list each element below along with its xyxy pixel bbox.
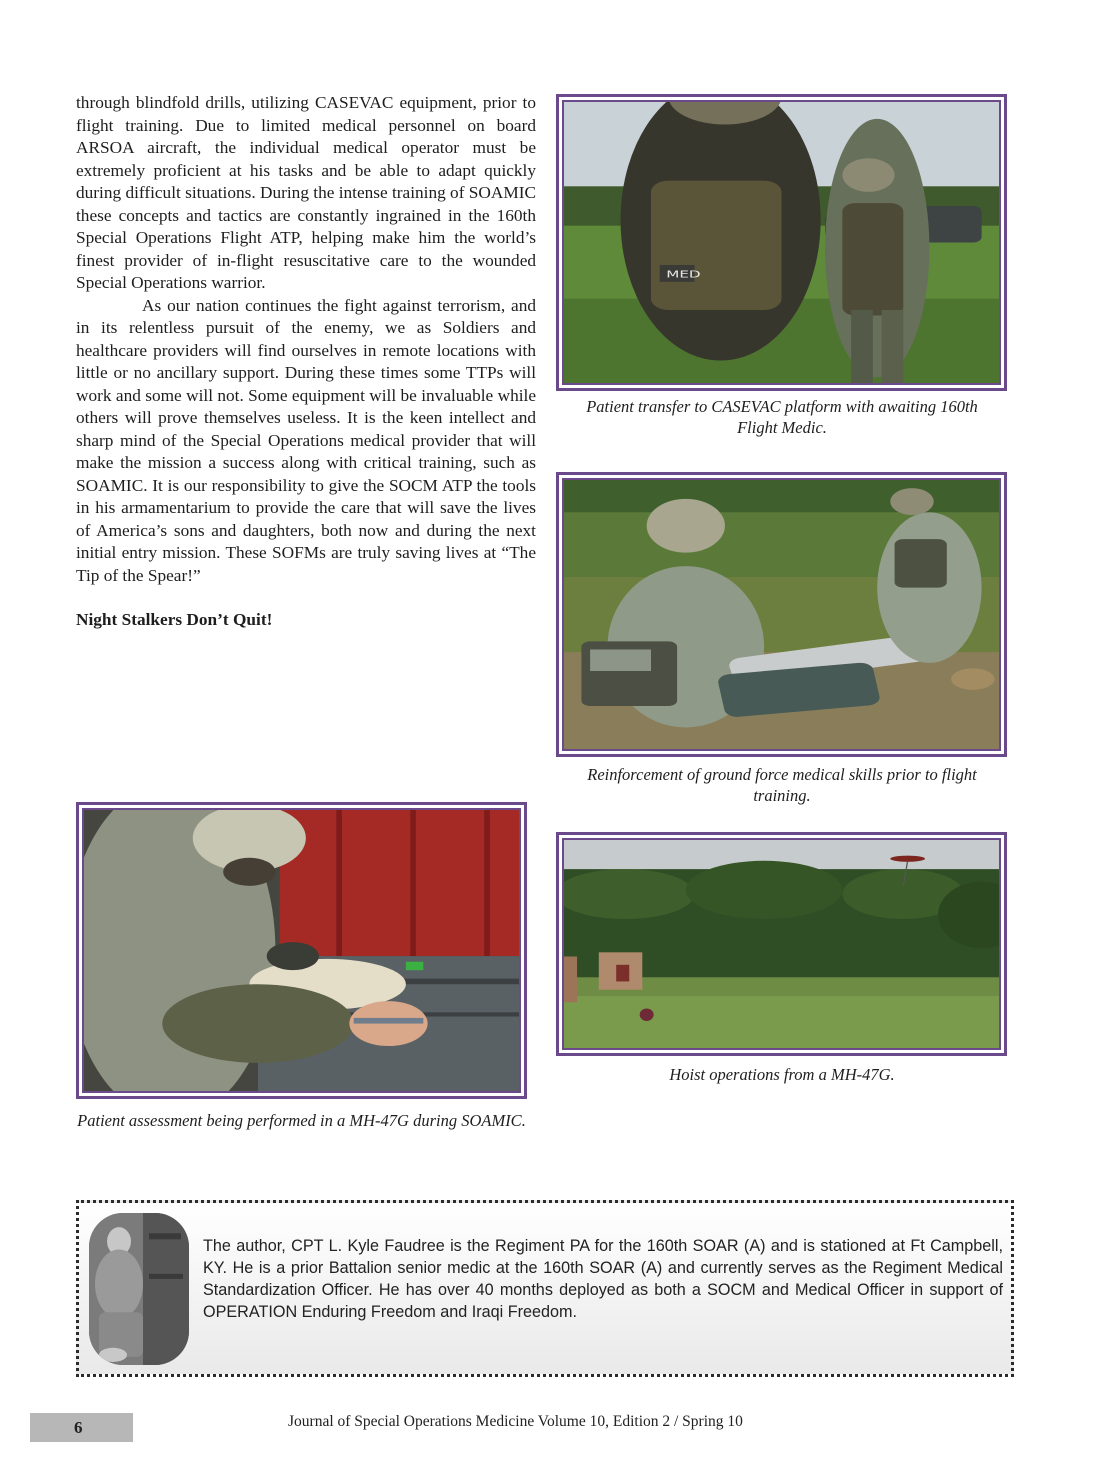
casevac-photo-image	[564, 102, 999, 383]
journal-footer: Journal of Special Operations Medicine Volume 10, Edition 2 / Spring 10	[288, 1413, 743, 1430]
photo-caption: Patient assessment being performed in a MH-47G during SOAMIC.	[77, 1111, 526, 1130]
page-number: 6	[74, 1418, 83, 1437]
photo-caption: Reinforcement of ground force medical skills prior to flight training.	[587, 765, 977, 805]
article-closing-line: Night Stalkers Don’t Quit!	[76, 610, 273, 629]
author-portrait-image	[89, 1213, 189, 1365]
assessment-photo-image	[84, 810, 519, 1091]
article-paragraph: As our nation continues the fight against terrorism, and in its relentless pursuit of the enemy, we as Soldiers and healthcare providers will find ourselves in remote locations with little or no ancillary support. During these times some TTPs will work and some will not. Some equipment will be invaluable while others will prove themselves useless. It is the keen intellect and sharp mind of the Special Operations medical provider that will make the mission a success along with critical training, such as SOAMIC. It is our responsibility to give the SOCM ATP the tools in his armamentarium to provide the care that will save the lives of America’s sons and daughters, both now and during the next initial entry mission. These SOFMs are truly saving lives at “The Tip of the Spear!”	[76, 295, 536, 585]
photo-casevac-transfer	[556, 94, 1007, 391]
article-body	[76, 92, 536, 632]
photo-hoist-operations	[556, 832, 1007, 1056]
photo-caption: Patient transfer to CASEVAC platform with awaiting 160th Flight Medic.	[586, 397, 978, 437]
author-portrait	[89, 1213, 189, 1365]
photo-caption: Hoist operations from a MH-47G.	[669, 1065, 895, 1084]
article-paragraph: through blindfold drills, utilizing CASEVAC equipment, prior to flight training. Due to limited medical personnel on board ARSOA aircraft, the individual medical operator must be extremely proficient at his tasks and be able to adapt quickly during difficult situations. During the intense training of SOAMIC these concepts and tactics are constantly ingrained in the 160th Special Operations Flight ATP, helping make him the world’s finest provider of in-flight resuscitative care to the wounded Special Operations warrior.	[76, 93, 536, 292]
author-bio-box	[76, 1200, 1014, 1377]
hoist-photo-image	[564, 840, 999, 1048]
ground-skills-photo-image	[564, 480, 999, 749]
photo-patient-assessment	[76, 802, 527, 1099]
med-patch-label: MED	[666, 269, 701, 281]
photo-ground-medical-skills	[556, 472, 1007, 757]
author-bio-text: The author, CPT L. Kyle Faudree is the Regiment PA for the 160th SOAR (A) and is stationed at Ft Campbell, KY. He is a prior Battalion senior medic at the 160th SOAR (A) and currently serves as the Regiment Medical Standardization Officer. He has over 40 months deployed as both a SOCM and Medical Officer in support of OPERATION Enduring Freedom and Iraqi Freedom.	[203, 1237, 1003, 1321]
